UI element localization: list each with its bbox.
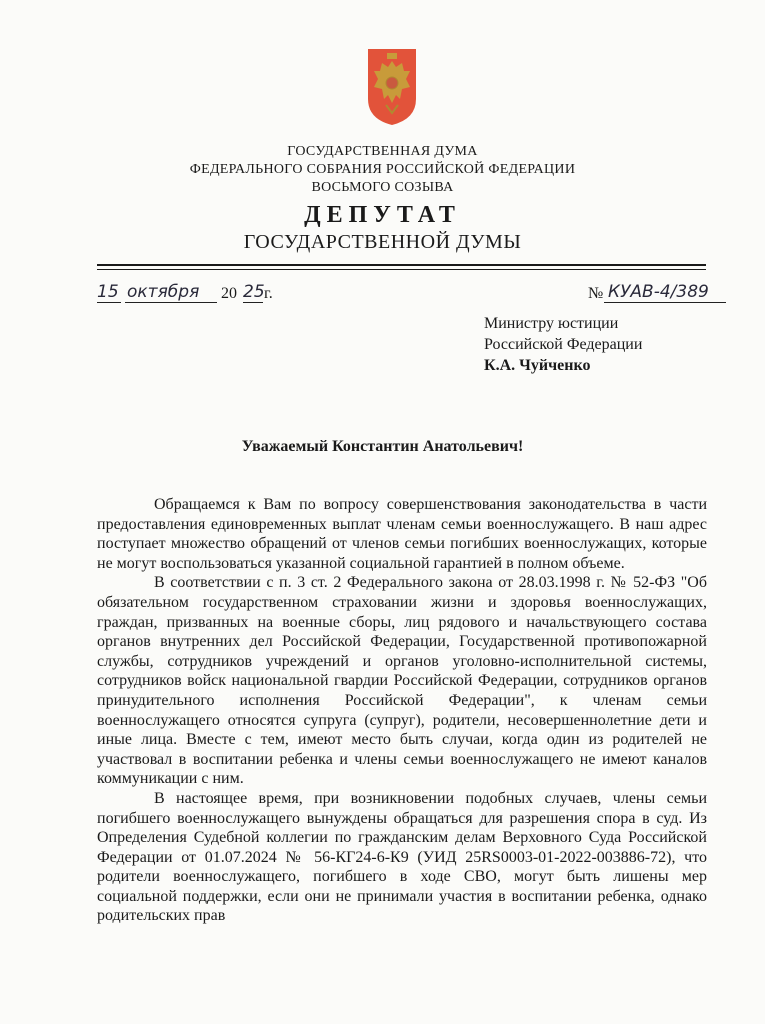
- header-line-2: ФЕДЕРАЛЬНОГО СОБРАНИЯ РОССИЙСКОЙ ФЕДЕРАЦИИ: [189, 162, 576, 177]
- paragraph-3: В настоящее время, при возникновении подобных случаев, члены семьи погибшего военнослужащего вынуждены обращаться для разрешения спора в суд. Из Определения Судебной коллегии по гражданским делам Верховного Суда Российской Федерации от 01.07.2024 № 56-КГ24-6-К9 (УИД 25RS0003-01-2022-003886-72), что родители военнослужащего, погибшего в ходе СВО, могут быть лишены мер социальной поддержки, если они не принимали участия в воспитании ребенка, однако родительских прав: [97, 789, 707, 925]
- addressee-line-2: Российской Федерации: [484, 336, 643, 353]
- addressee-line-1: Министру юстиции: [484, 315, 619, 332]
- registration-value: КУАВ-4/389: [608, 282, 709, 302]
- addressee-name: К.А. Чуйченко: [484, 357, 591, 374]
- coat-of-arms-icon: [366, 47, 418, 127]
- deputy-title: ДЕПУТАТ: [304, 202, 461, 228]
- duma-title: ГОСУДАРСТВЕННОЙ ДУМЫ: [243, 231, 522, 253]
- registration-number: [588, 282, 728, 308]
- date-year-underline: [243, 302, 263, 303]
- date-year-prefix: 20: [221, 285, 237, 302]
- number-sign: №: [588, 285, 604, 302]
- letter-date: [97, 282, 287, 308]
- paragraph-1: Обращаемся к Вам по вопросу совершенствования законодательства в части предоставления единовременных выплат членам семьи военнослужащего. В наш адрес поступает множество обращений от членов семьи погибших военнослужащих, которые не могут воспользоваться указанной социальной гарантией в полном объеме.: [97, 496, 707, 572]
- header-rule-thick: [97, 264, 706, 266]
- letter-body: [97, 495, 707, 926]
- date-day: 15: [97, 282, 119, 302]
- date-year-suffix: 25: [243, 282, 265, 302]
- header-rule-thin: [97, 269, 706, 270]
- header-line-3: ВОСЬМОГО СОЗЫВА: [311, 180, 454, 195]
- date-month-underline: [125, 302, 217, 303]
- date-year-mark: г.: [264, 285, 273, 302]
- greeting: Уважаемый Константин Анатольевич!: [241, 438, 524, 455]
- registration-underline: [604, 302, 726, 303]
- date-day-underline: [97, 302, 121, 303]
- paragraph-2: В соответствии с п. 3 ст. 2 Федерального закона от 28.03.1998 г. № 52-ФЗ "Об обязательном государственном страховании жизни и здоровья военнослужащих, граждан, призванных на военные сборы, лиц рядового и начальствующего состава органов внутренних дел Российской Федерации, Государственной противопожарной службы, сотрудников учреждений и органов уголовно-исполнительной системы, сотрудников войск национальной гвардии Российской Федерации, сотрудников органов принудительного исполнения Российской Федерации", к членам семьи военнослужащего относятся супруга (супруг), родители, несовершеннолетние дети и иные лица. Вместе с тем, имеют место быть случаи, когда один из родителей не участвовал в воспитании ребенка и члены семьи военнослужащего не имеют каналов коммуникации с ним.: [97, 574, 707, 788]
- header-line-1: ГОСУДАРСТВЕННАЯ ДУМА: [287, 144, 478, 159]
- date-month: октября: [127, 282, 200, 302]
- addressee-block: [484, 313, 642, 376]
